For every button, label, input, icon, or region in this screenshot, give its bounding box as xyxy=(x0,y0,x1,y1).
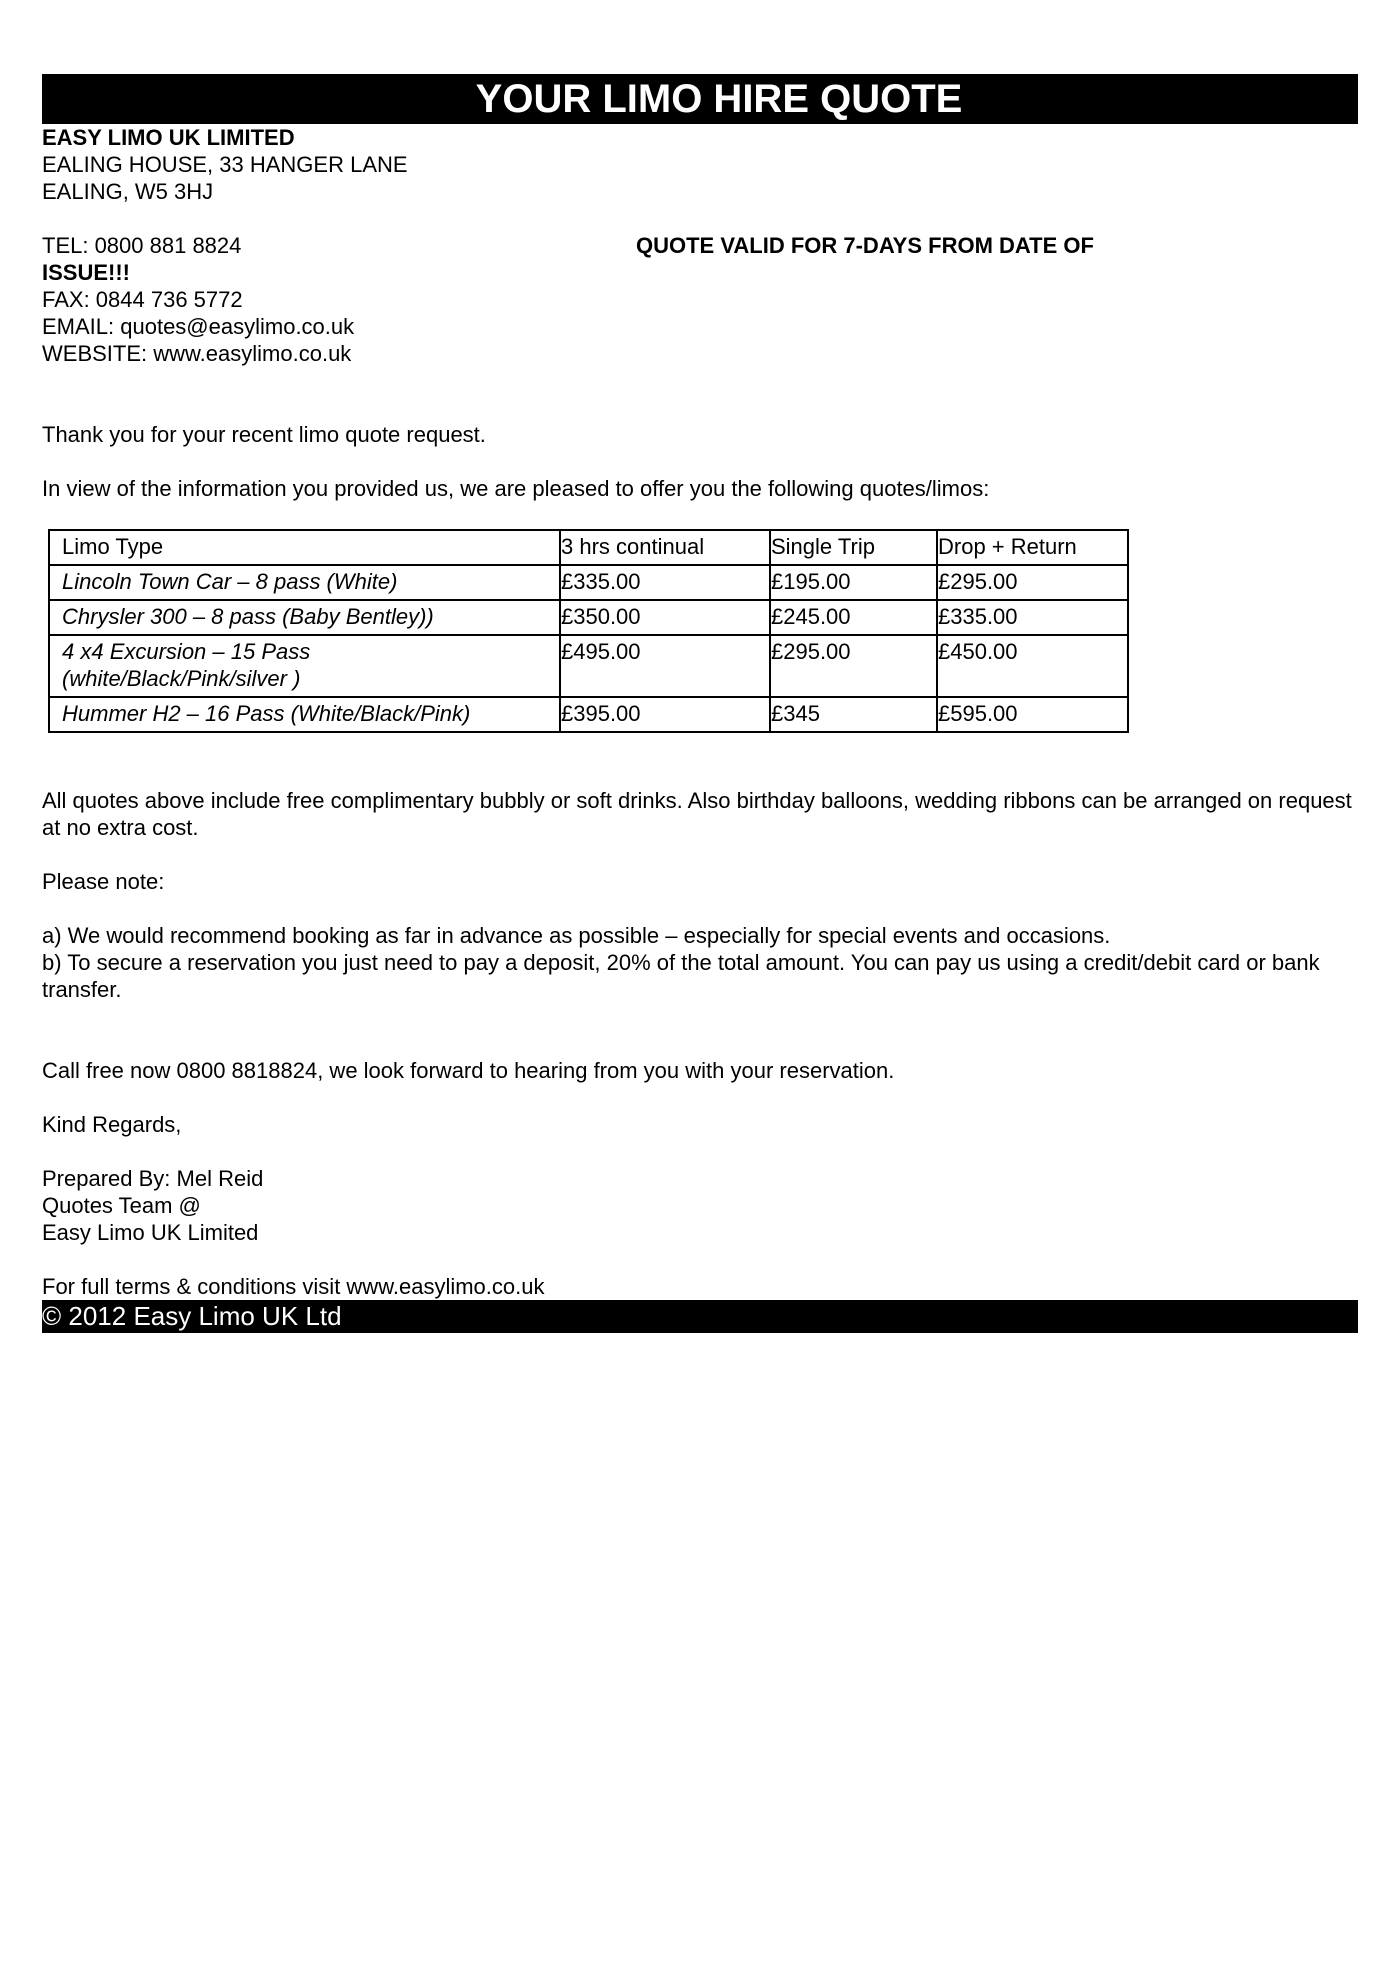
address-line-2: EALING, W5 3HJ xyxy=(42,179,214,204)
price-3hrs-cell: £350.00 xyxy=(560,600,770,635)
extras-text: All quotes above include free complimentary bubbly or soft drinks. Also birthday balloons, wedding ribbons can be arranged on request at no extra cost. xyxy=(42,788,1352,840)
header-single-trip: Single Trip xyxy=(770,530,937,565)
limo-type-line-1: 4 x4 Excursion – 15 Pass xyxy=(62,639,311,664)
thanks-text: Thank you for your recent limo quote request. xyxy=(42,422,486,447)
table-row xyxy=(49,600,1128,635)
company-name: EASY LIMO UK LIMITED xyxy=(42,125,295,150)
terms-text: For full terms & conditions visit www.easylimo.co.uk xyxy=(42,1274,545,1299)
offer-text: In view of the information you provided us, we are pleased to offer you the following quotes/limos: xyxy=(42,476,990,501)
price-single-cell: £195.00 xyxy=(770,565,937,600)
tel-row xyxy=(42,232,1358,259)
telephone: TEL: 0800 881 8824 xyxy=(42,233,242,258)
limo-type-line-2: (white/Black/Pink/silver ) xyxy=(62,666,301,691)
quote-table xyxy=(48,529,1129,733)
table-row xyxy=(49,635,1128,697)
website: WEBSITE: www.easylimo.co.uk xyxy=(42,341,352,366)
footer-copyright: © 2012 Easy Limo UK Ltd xyxy=(42,1300,1358,1333)
header-limo-type: Limo Type xyxy=(49,530,560,565)
price-drop-return-cell: £295.00 xyxy=(937,565,1128,600)
note-heading: Please note: xyxy=(42,869,165,894)
note-a: a) We would recommend booking as far in advance as possible – especially for special events and occasions. xyxy=(42,923,1111,948)
regards-text: Kind Regards, xyxy=(42,1112,182,1137)
limo-type-cell: Chrysler 300 – 8 pass (Baby Bentley)) xyxy=(49,600,560,635)
header-3hrs: 3 hrs continual xyxy=(560,530,770,565)
quotes-team: Quotes Team @ xyxy=(42,1193,201,1218)
page-title: YOUR LIMO HIRE QUOTE xyxy=(42,74,1358,124)
price-3hrs-cell: £395.00 xyxy=(560,697,770,732)
prepared-by: Prepared By: Mel Reid xyxy=(42,1166,264,1191)
note-b: b) To secure a reservation you just need to pay a deposit, 20% of the total amount. You can pay us using a credit/debit card or bank transfer. xyxy=(42,950,1320,1002)
quote-document xyxy=(42,74,1358,1333)
table-header-row xyxy=(49,530,1128,565)
price-drop-return-cell: £335.00 xyxy=(937,600,1128,635)
price-drop-return-cell: £595.00 xyxy=(937,697,1128,732)
validity-notice: QUOTE VALID FOR 7-DAYS FROM DATE OF xyxy=(636,233,1094,258)
price-3hrs-cell: £335.00 xyxy=(560,565,770,600)
limo-type-cell: Hummer H2 – 16 Pass (White/Black/Pink) xyxy=(49,697,560,732)
price-drop-return-cell: £450.00 xyxy=(937,635,1128,697)
fax: FAX: 0844 736 5772 xyxy=(42,287,243,312)
validity-notice-cont: ISSUE!!! xyxy=(42,260,130,285)
limo-type-cell xyxy=(49,635,560,697)
address-line-1: EALING HOUSE, 33 HANGER LANE xyxy=(42,152,408,177)
signature-company: Easy Limo UK Limited xyxy=(42,1220,259,1245)
price-single-cell: £295.00 xyxy=(770,635,937,697)
price-single-cell: £245.00 xyxy=(770,600,937,635)
limo-type-cell: Lincoln Town Car – 8 pass (White) xyxy=(49,565,560,600)
table-row xyxy=(49,565,1128,600)
table-row xyxy=(49,697,1128,732)
call-text: Call free now 0800 8818824, we look forward to hearing from you with your reservation. xyxy=(42,1058,895,1083)
email: EMAIL: quotes@easylimo.co.uk xyxy=(42,314,355,339)
price-single-cell: £345 xyxy=(770,697,937,732)
price-3hrs-cell: £495.00 xyxy=(560,635,770,697)
header-drop-return: Drop + Return xyxy=(937,530,1128,565)
